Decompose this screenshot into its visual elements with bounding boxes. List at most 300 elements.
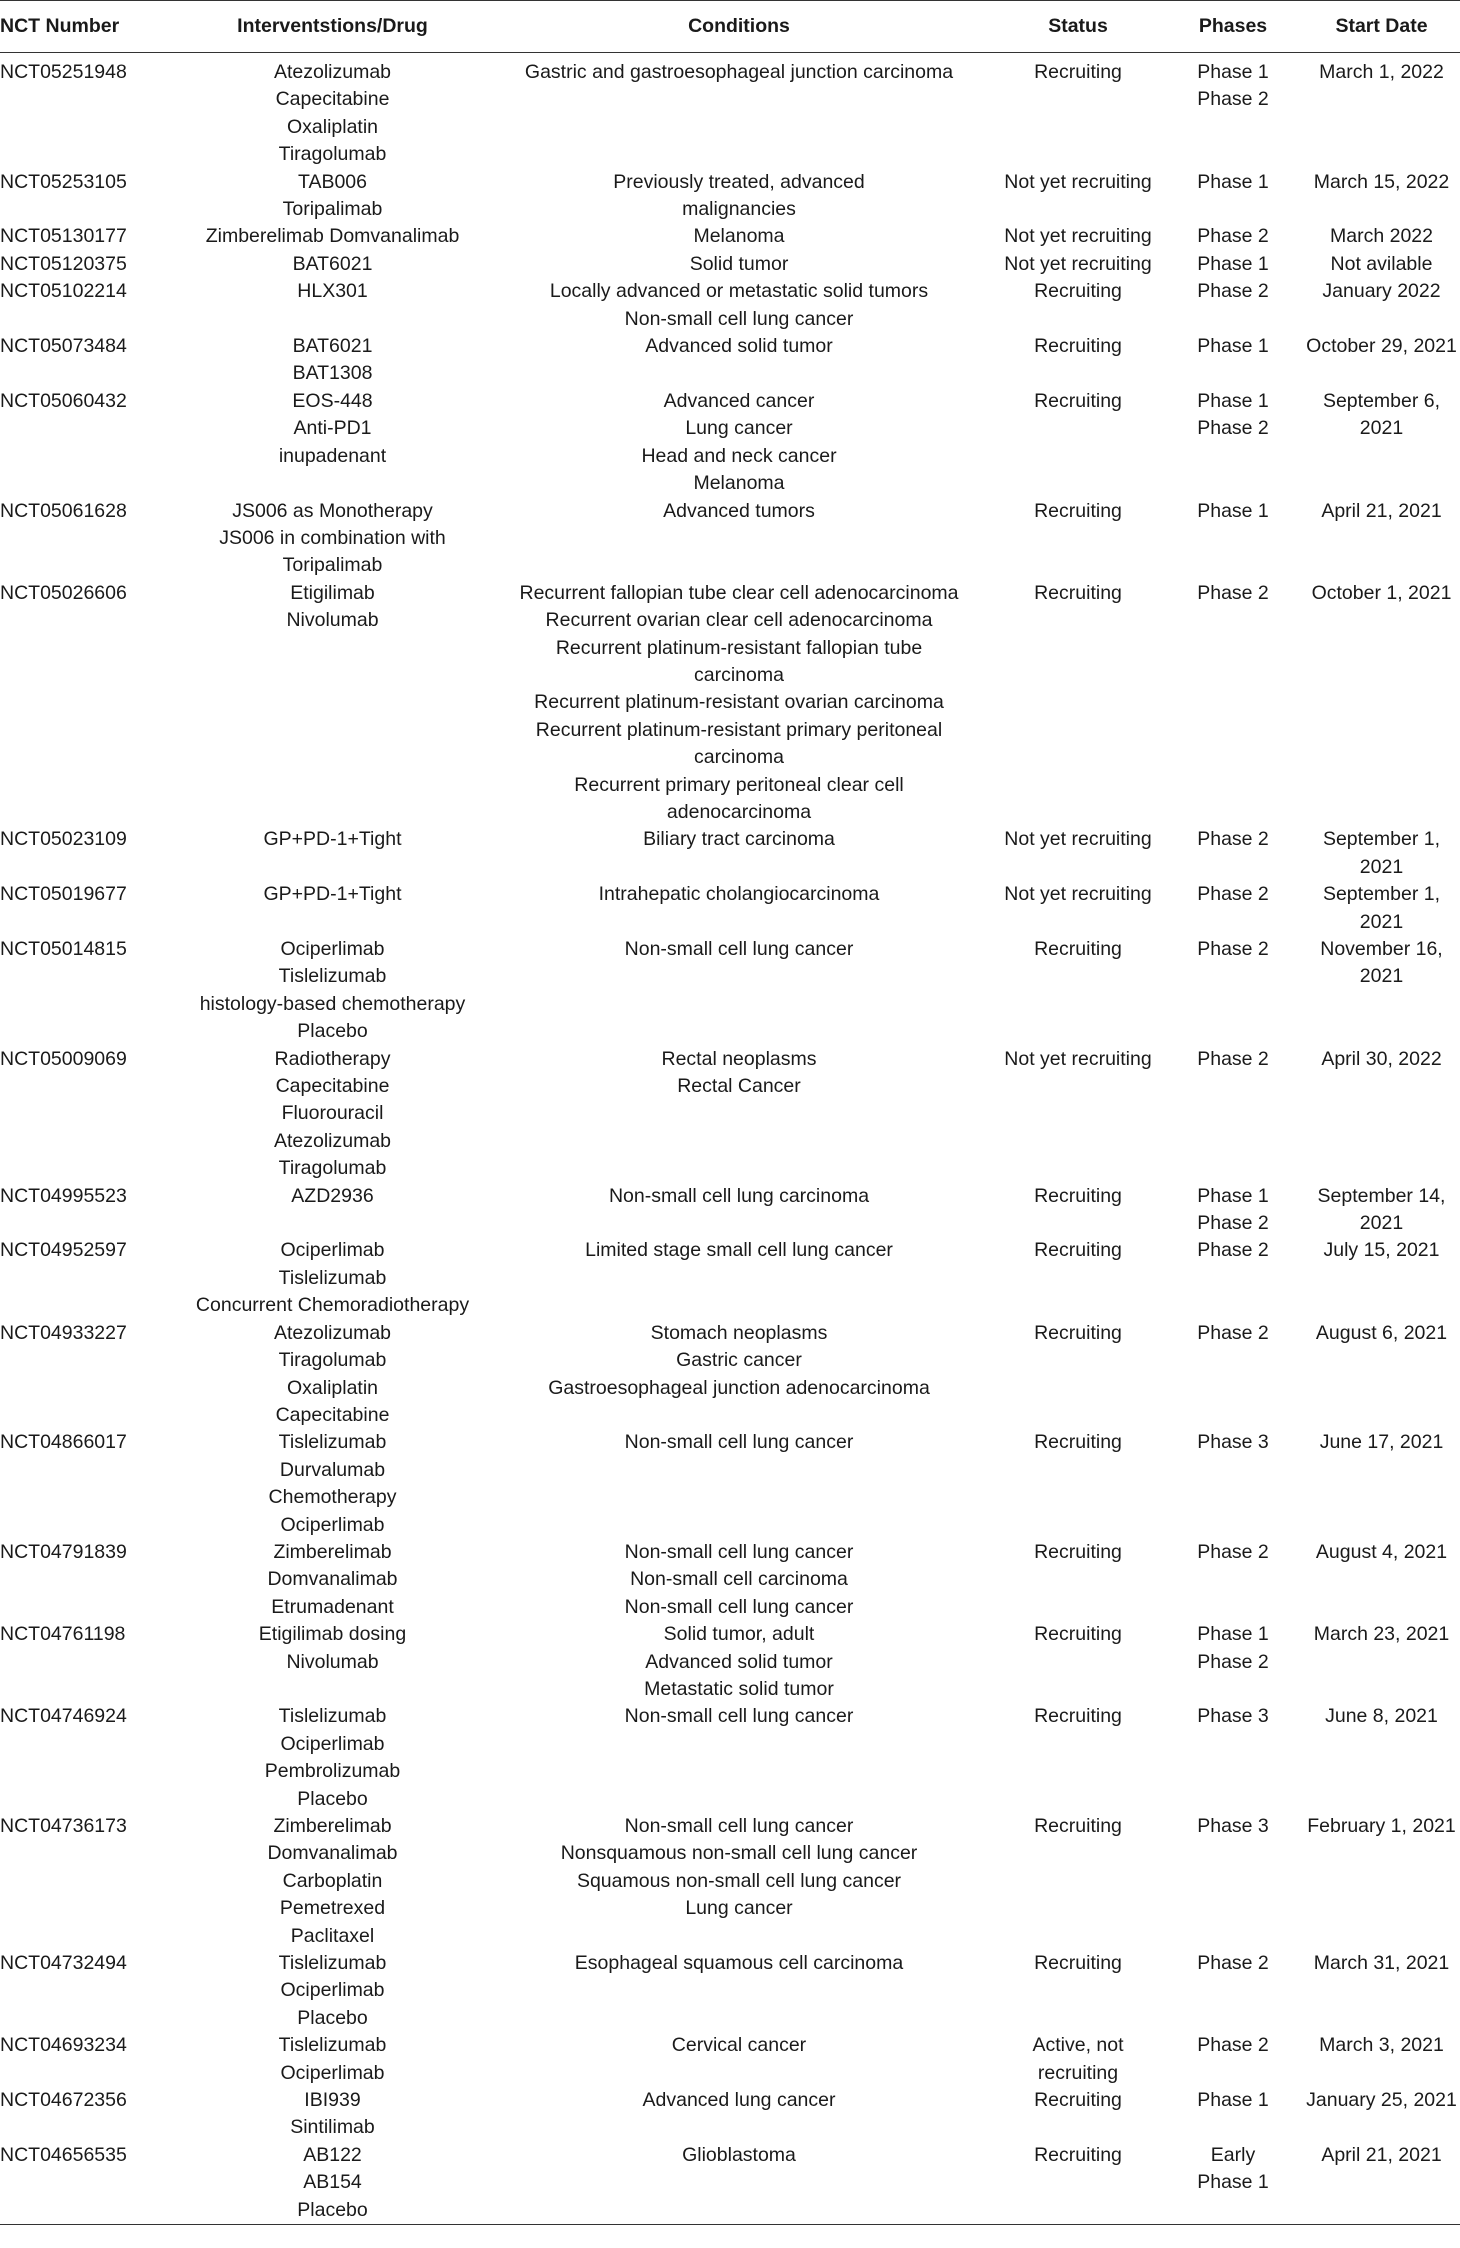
start-date-line: March 1, 2022 (1319, 61, 1444, 83)
phases-line: Phase 2 (1197, 828, 1269, 851)
status-line: Recruiting (1034, 938, 1122, 960)
phases-line: Phase 2 (1197, 225, 1269, 248)
phases-cell (1163, 278, 1303, 333)
conditions-cell (485, 1621, 993, 1703)
status-line: Recruiting (1034, 1705, 1122, 1728)
table-row (0, 498, 1460, 580)
start-date-cell (1303, 1703, 1460, 1813)
start-date-line: October 1, 2021 (1311, 581, 1452, 604)
conditions-line: Recurrent ovarian clear cell adenocarcinoma (545, 609, 933, 632)
header-nct-number: NCT Number (0, 1, 180, 53)
conditions-cell (485, 169, 993, 224)
start-date-line: September 1, (1322, 883, 1441, 906)
conditions-cell (485, 1703, 993, 1813)
conditions-line: Non-small cell lung cancer (624, 1815, 854, 1837)
phases-cell (1163, 223, 1303, 250)
conditions-line: Solid tumor, adult (663, 1623, 815, 1646)
conditions-cell (485, 1237, 993, 1319)
interventions-line: Chemotherapy (268, 1486, 397, 1509)
table-row (0, 169, 1460, 224)
phases-line: Phase 2 (1197, 883, 1269, 906)
start-date-cell (1303, 1046, 1460, 1183)
interventions-cell (180, 1813, 485, 1950)
conditions-cell (485, 826, 993, 881)
phases-line: Phase 3 (1197, 1431, 1269, 1454)
conditions-line: Recurrent platinum-resistant ovarian carcinoma (534, 691, 944, 714)
status-line: Recruiting (1034, 1184, 1122, 1207)
start-date-cell (1303, 2087, 1460, 2142)
conditions-line: carcinoma (694, 746, 784, 769)
nct-number-cell: NCT05009069 (0, 1047, 127, 1070)
start-date-cell (1303, 1183, 1460, 1238)
start-date-cell (1303, 936, 1460, 1046)
status-cell (993, 1539, 1163, 1621)
interventions-line: Ociperlimab (280, 1732, 385, 1755)
interventions-line: Durvalumab (279, 1458, 386, 1481)
nct-number-cell: NCT05019677 (0, 883, 127, 906)
interventions-cell (180, 1320, 485, 1430)
table-row (0, 388, 1460, 498)
header-start-date: Start Date (1303, 1, 1460, 53)
conditions-cell (485, 1046, 993, 1183)
conditions-line: malignancies (682, 198, 796, 221)
start-date-cell (1303, 388, 1460, 498)
conditions-line: Non-small cell carcinoma (630, 1568, 848, 1591)
conditions-line: Advanced solid tumor (645, 1650, 833, 1673)
interventions-line: Tislelizumab (278, 1705, 387, 1728)
phases-cell (1163, 1950, 1303, 2032)
conditions-line: Intrahepatic cholangiocarcinoma (598, 883, 880, 906)
nct-number-cell: NCT05251948 (0, 61, 127, 83)
nct-number-cell: NCT05061628 (0, 499, 127, 522)
nct-number-cell: NCT04952597 (0, 1239, 127, 1262)
conditions-line: Non-small cell lung cancer (624, 307, 854, 330)
interventions-line: Ociperlimab (280, 2061, 385, 2084)
interventions-line: Concurrent Chemoradiotherapy (195, 1294, 470, 1317)
interventions-line: AB154 (303, 2171, 362, 2194)
start-date-line: September 14, (1317, 1184, 1446, 1207)
table-row (0, 580, 1460, 827)
start-date-cell (1303, 881, 1460, 936)
conditions-cell (485, 1950, 993, 2032)
interventions-line: Tiragolumab (278, 143, 387, 166)
table-row (0, 251, 1460, 278)
status-line: Recruiting (1034, 1239, 1122, 1262)
start-date-line: 2021 (1359, 1212, 1404, 1235)
status-cell (993, 2142, 1163, 2225)
start-date-line: March 15, 2022 (1313, 170, 1450, 193)
phases-cell (1163, 388, 1303, 498)
interventions-line: histology-based chemotherapy (199, 992, 466, 1015)
phases-line: Phase 2 (1197, 1239, 1269, 1262)
start-date-cell (1303, 333, 1460, 388)
interventions-line: Oxaliplatin (286, 1376, 379, 1399)
status-cell (993, 169, 1163, 224)
interventions-line: Paclitaxel (290, 1924, 375, 1947)
start-date-line: 2021 (1359, 965, 1404, 988)
conditions-line: Cervical cancer (671, 2034, 807, 2057)
interventions-line: Radiotherapy (274, 1047, 391, 1070)
interventions-line: Sintilimab (290, 2116, 375, 2139)
phases-cell (1163, 2087, 1303, 2142)
interventions-cell (180, 2142, 485, 2225)
table-body (0, 53, 1460, 2225)
conditions-cell (485, 498, 993, 580)
interventions-line: Toripalimab (282, 198, 383, 221)
status-line: Recruiting (1034, 2089, 1122, 2112)
phases-cell (1163, 498, 1303, 580)
phases-line: Phase 1 (1197, 335, 1269, 358)
interventions-line: Oxaliplatin (286, 115, 379, 138)
status-cell (993, 936, 1163, 1046)
nct-number-cell: NCT05023109 (0, 828, 127, 851)
interventions-line: Ociperlimab (280, 1239, 385, 1262)
nct-number-cell: NCT05253105 (0, 170, 127, 193)
table-row (0, 2087, 1460, 2142)
conditions-line: Non-small cell lung cancer (624, 1431, 854, 1454)
start-date-cell (1303, 2142, 1460, 2225)
interventions-cell (180, 498, 485, 580)
table-row (0, 53, 1460, 169)
phases-line: Phase 3 (1197, 1705, 1269, 1728)
interventions-line: Nivolumab (286, 609, 379, 632)
phases-cell (1163, 2142, 1303, 2225)
interventions-line: Capecitabine (275, 88, 390, 111)
status-line: Not yet recruiting (1004, 170, 1152, 193)
status-line: Recruiting (1034, 2143, 1122, 2166)
conditions-line: Advanced tumors (663, 499, 815, 522)
conditions-line: Advanced cancer (663, 389, 815, 412)
interventions-cell (180, 278, 485, 333)
conditions-cell (485, 388, 993, 498)
start-date-line: September 1, (1322, 828, 1441, 851)
table-row (0, 1046, 1460, 1183)
status-cell (993, 223, 1163, 250)
interventions-line: GP+PD-1+Tight (263, 883, 402, 906)
start-date-line: July 15, 2021 (1323, 1239, 1440, 1262)
start-date-line: January 25, 2021 (1306, 2089, 1457, 2112)
table-row (0, 1621, 1460, 1703)
table-row (0, 2142, 1460, 2225)
interventions-line: BAT6021 (292, 252, 373, 275)
interventions-cell (180, 1429, 485, 1539)
interventions-cell (180, 2087, 485, 2142)
interventions-line: Tislelizumab (278, 1431, 387, 1454)
phases-line: Phase 2 (1197, 88, 1269, 111)
interventions-cell (180, 53, 485, 169)
start-date-line: March 31, 2021 (1313, 1952, 1450, 1975)
interventions-cell (180, 1621, 485, 1703)
table-row (0, 826, 1460, 881)
interventions-line: Zimberelimab (273, 1815, 392, 1837)
conditions-line: Recurrent platinum-resistant fallopian tube (555, 636, 923, 659)
status-cell (993, 251, 1163, 278)
interventions-line: Zimberelimab (273, 1540, 392, 1563)
conditions-cell (485, 2142, 993, 2225)
conditions-line: Non-small cell lung cancer (624, 1705, 854, 1728)
start-date-line: April 21, 2021 (1321, 2143, 1442, 2166)
conditions-cell (485, 2032, 993, 2087)
phases-cell (1163, 2032, 1303, 2087)
nct-number-cell: NCT04656535 (0, 2142, 180, 2225)
phases-cell (1163, 1429, 1303, 1539)
status-line: Recruiting (1034, 1623, 1122, 1646)
start-date-cell (1303, 1539, 1460, 1621)
status-cell (993, 1183, 1163, 1238)
phases-cell (1163, 826, 1303, 881)
start-date-cell (1303, 826, 1460, 881)
conditions-line: Esophageal squamous cell carcinoma (574, 1952, 904, 1975)
status-cell (993, 826, 1163, 881)
interventions-line: Etrumadenant (271, 1595, 394, 1618)
conditions-cell (485, 1183, 993, 1238)
interventions-line: Atezolizumab (273, 1129, 392, 1152)
status-cell (993, 1813, 1163, 1950)
phases-line: Phase 2 (1197, 1321, 1269, 1344)
conditions-cell (485, 1813, 993, 1950)
interventions-line: Ociperlimab (280, 1979, 385, 2002)
interventions-line: Carboplatin (282, 1869, 383, 1892)
conditions-line: Previously treated, advanced (613, 170, 865, 193)
start-date-cell (1303, 278, 1460, 333)
conditions-line: Advanced lung cancer (642, 2089, 836, 2112)
conditions-cell (485, 333, 993, 388)
start-date-line: October 29, 2021 (1306, 335, 1457, 358)
status-cell (993, 1046, 1163, 1183)
conditions-line: Metastatic solid tumor (644, 1677, 834, 1700)
status-line: Recruiting (1034, 1815, 1122, 1837)
interventions-line: Nivolumab (286, 1650, 379, 1673)
interventions-line: inupadenant (278, 444, 387, 467)
interventions-line: Domvanalimab (267, 1568, 398, 1591)
phases-cell (1163, 881, 1303, 936)
interventions-cell (180, 388, 485, 498)
header-conditions: Conditions (485, 1, 993, 53)
nct-number-cell: NCT05102214 (0, 280, 127, 303)
nct-number-cell: NCT05014815 (0, 938, 127, 960)
status-line: Not yet recruiting (1004, 1047, 1152, 1070)
interventions-cell (180, 169, 485, 224)
interventions-line: Ociperlimab (280, 938, 385, 960)
conditions-cell (485, 936, 993, 1046)
conditions-line: Glioblastoma (682, 2143, 796, 2166)
status-line: Recruiting (1034, 1952, 1122, 1975)
conditions-cell (485, 580, 993, 827)
nct-number-cell: NCT04791839 (0, 1540, 127, 1563)
interventions-line: Placebo (297, 1787, 368, 1810)
interventions-line: Tislelizumab (278, 965, 387, 988)
interventions-line: Ociperlimab (280, 1513, 385, 1536)
interventions-line: Fluorouracil (281, 1102, 384, 1125)
start-date-cell (1303, 1237, 1460, 1319)
interventions-line: Placebo (297, 2198, 368, 2221)
conditions-cell (485, 251, 993, 278)
interventions-cell (180, 580, 485, 827)
phases-line: Phase 1 (1197, 2171, 1269, 2194)
table-row (0, 2032, 1460, 2087)
interventions-cell (180, 251, 485, 278)
nct-number-cell: NCT04866017 (0, 1431, 127, 1454)
interventions-cell (180, 1703, 485, 1813)
status-cell (993, 1237, 1163, 1319)
phases-cell (1163, 936, 1303, 1046)
table-row (0, 1950, 1460, 2032)
table-row (0, 1237, 1460, 1319)
phases-cell (1163, 580, 1303, 827)
status-line: Recruiting (1034, 1540, 1122, 1563)
interventions-cell (180, 333, 485, 388)
interventions-line: Placebo (297, 1020, 368, 1043)
status-line: Not yet recruiting (1004, 883, 1152, 906)
start-date-line: March 23, 2021 (1313, 1623, 1450, 1646)
conditions-line: Melanoma (693, 225, 785, 248)
status-line: Recruiting (1034, 581, 1122, 604)
status-line: recruiting (1037, 2061, 1119, 2084)
conditions-line: Locally advanced or metastatic solid tumors (549, 280, 929, 303)
status-cell (993, 881, 1163, 936)
interventions-line: Etigilimab (290, 581, 375, 604)
status-cell (993, 2032, 1163, 2087)
conditions-line: Recurrent primary peritoneal clear cell (574, 773, 904, 796)
status-cell (993, 333, 1163, 388)
table-row (0, 1429, 1460, 1539)
interventions-line: Anti-PD1 (293, 417, 372, 440)
conditions-line: Recurrent platinum-resistant primary peritoneal (535, 718, 943, 741)
start-date-cell (1303, 53, 1460, 169)
conditions-line: Gastric and gastroesophageal junction carcinoma (524, 61, 954, 83)
status-line: Not yet recruiting (1004, 225, 1152, 248)
table-row (0, 881, 1460, 936)
interventions-cell (180, 826, 485, 881)
start-date-line: April 21, 2021 (1321, 499, 1442, 522)
phases-cell (1163, 1621, 1303, 1703)
interventions-line: Capecitabine (275, 1403, 390, 1426)
conditions-cell (485, 1429, 993, 1539)
conditions-line: Non-small cell lung cancer (624, 1540, 854, 1563)
start-date-line: September 6, (1322, 389, 1441, 412)
phases-line: Phase 1 (1197, 389, 1269, 412)
start-date-line: February 1, 2021 (1307, 1815, 1456, 1837)
conditions-cell (485, 1539, 993, 1621)
interventions-line: EOS-448 (292, 389, 373, 412)
conditions-line: Rectal Cancer (677, 1075, 801, 1098)
phases-line: Phase 1 (1197, 1184, 1269, 1207)
table-row (0, 936, 1460, 1046)
start-date-line: August 4, 2021 (1315, 1540, 1448, 1563)
status-cell (993, 1703, 1163, 1813)
start-date-cell (1303, 251, 1460, 278)
conditions-line: Stomach neoplasms (650, 1321, 828, 1344)
status-line: Recruiting (1034, 499, 1122, 522)
conditions-line: Limited stage small cell lung cancer (585, 1239, 893, 1262)
table-row (0, 1183, 1460, 1238)
table-row (0, 1539, 1460, 1621)
start-date-line: Not avilable (1330, 252, 1433, 275)
start-date-line: August 6, 2021 (1315, 1321, 1448, 1344)
interventions-cell (180, 2032, 485, 2087)
start-date-cell (1303, 223, 1460, 250)
interventions-line: IBI939 (304, 2089, 361, 2112)
nct-number-cell: NCT05130177 (0, 225, 127, 248)
nct-number-cell: NCT04736173 (0, 1815, 127, 1837)
table-row (0, 1813, 1460, 1950)
start-date-line: March 2022 (1330, 225, 1433, 248)
phases-cell (1163, 1539, 1303, 1621)
phases-line: Phase 2 (1197, 2034, 1269, 2057)
phases-cell (1163, 1703, 1303, 1813)
interventions-cell (180, 936, 485, 1046)
interventions-line: BAT1308 (292, 362, 373, 385)
phases-cell (1163, 1237, 1303, 1319)
interventions-line: Etigilimab dosing (258, 1623, 407, 1646)
table-row (0, 223, 1460, 250)
conditions-line: Lung cancer (685, 1897, 793, 1920)
start-date-cell (1303, 580, 1460, 827)
start-date-line: June 8, 2021 (1325, 1705, 1438, 1728)
start-date-cell (1303, 1950, 1460, 2032)
phases-cell (1163, 1320, 1303, 1430)
conditions-line: Advanced solid tumor (645, 335, 833, 358)
phases-line: Phase 2 (1197, 1540, 1269, 1563)
start-date-line: January 2022 (1322, 280, 1441, 303)
table-row (0, 1320, 1460, 1430)
conditions-line: Rectal neoplasms (661, 1047, 817, 1070)
conditions-line: adenocarcinoma (666, 800, 812, 823)
start-date-line: 2021 (1359, 855, 1404, 878)
conditions-line: Non-small cell lung carcinoma (608, 1184, 870, 1207)
interventions-line: Atezolizumab (273, 1321, 392, 1344)
conditions-line: Lung cancer (685, 417, 793, 440)
conditions-line: Non-small cell lung cancer (624, 938, 854, 960)
nct-number-cell: NCT04732494 (0, 1952, 127, 1975)
interventions-cell (180, 1183, 485, 1238)
status-line: Recruiting (1034, 389, 1122, 412)
interventions-line: Tislelizumab (278, 1952, 387, 1975)
start-date-cell (1303, 1429, 1460, 1539)
status-cell (993, 1320, 1163, 1430)
start-date-line: November 16, (1320, 938, 1443, 960)
table-row (0, 1703, 1460, 1813)
interventions-line: Atezolizumab (273, 61, 392, 83)
status-cell (993, 53, 1163, 169)
status-cell (993, 2087, 1163, 2142)
interventions-line: Capecitabine (275, 1075, 390, 1098)
status-cell (993, 580, 1163, 827)
phases-line: Phase 1 (1197, 61, 1269, 83)
status-line: Recruiting (1034, 280, 1122, 303)
start-date-line: April 30, 2022 (1321, 1047, 1442, 1070)
phases-line: Early (1210, 2143, 1256, 2166)
status-cell (993, 1950, 1163, 2032)
interventions-line: Domvanalimab (267, 1842, 398, 1865)
nct-number-cell: NCT04672356 (0, 2089, 127, 2112)
interventions-line: Tiragolumab (278, 1349, 387, 1372)
status-cell (993, 1621, 1163, 1703)
interventions-cell (180, 1046, 485, 1183)
interventions-line: JS006 as Monotherapy (232, 499, 433, 522)
phases-line: Phase 2 (1197, 1047, 1269, 1070)
nct-number-cell: NCT04995523 (0, 1184, 127, 1207)
table-row (0, 333, 1460, 388)
interventions-line: Tislelizumab (278, 1266, 387, 1289)
nct-number-cell: NCT05073484 (0, 335, 127, 358)
conditions-line: carcinoma (694, 663, 784, 686)
nct-number-cell: NCT04746924 (0, 1705, 127, 1728)
start-date-cell (1303, 169, 1460, 224)
phases-cell (1163, 1183, 1303, 1238)
conditions-cell (485, 2087, 993, 2142)
status-line: Recruiting (1034, 61, 1122, 83)
